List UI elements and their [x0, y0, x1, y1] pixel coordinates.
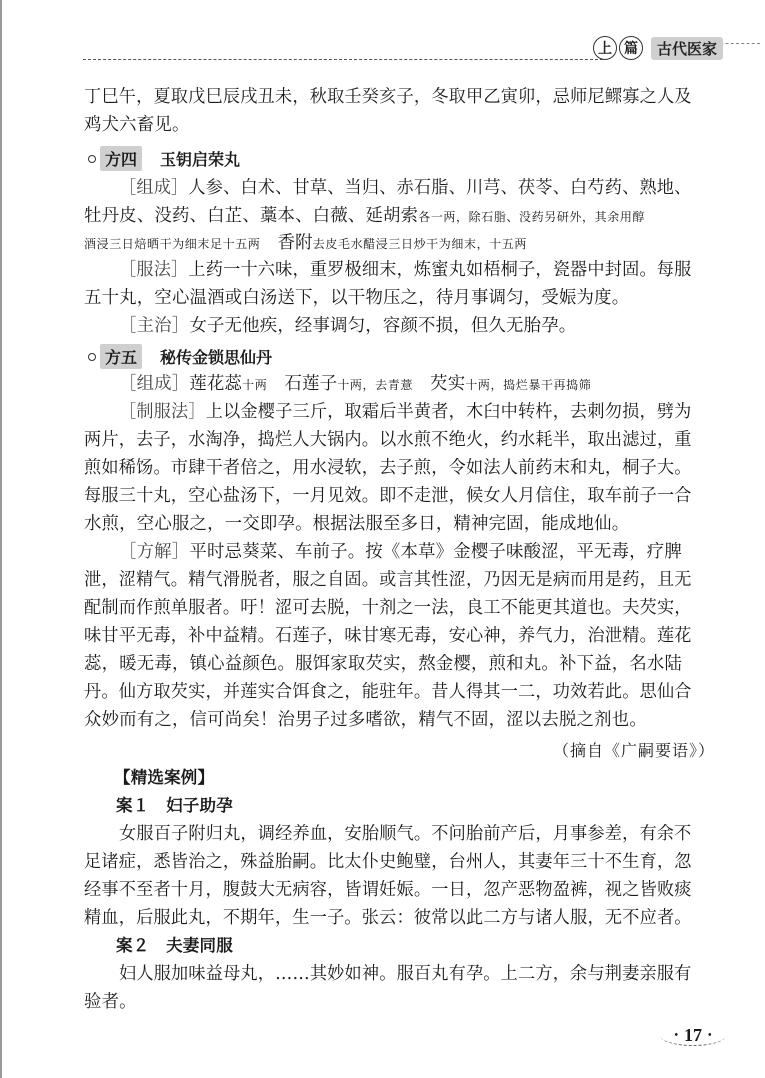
composition-line — [84, 205, 645, 228]
explain-line: 配制而作煎单服者。吁！涩可去脱，十剂之一法，良工不能更其道也。夫芡实， — [84, 598, 692, 618]
dot-icon: • — [708, 1029, 712, 1041]
case-line: 妇人服加味益母丸，……其妙如神。服百丸有孕。上二方，余与荆妻亲服有 — [119, 964, 692, 984]
case-line: 女服百子附归丸，调经养血，安胎顺气。不问胎前产后，月事参差，有余不 — [119, 824, 692, 844]
header-rule — [83, 59, 603, 60]
bullet-circle-icon — [88, 353, 96, 361]
section-label: ［制服法］ — [119, 402, 206, 422]
text: 人参、白术、甘草、当归、赤石脂、川芎、茯苓、白芍药、熟地、 — [188, 178, 692, 198]
composition-line — [119, 373, 591, 396]
section-label: ［组成］ — [119, 374, 190, 394]
prescription-name: 玉钥启荣丸 — [160, 150, 241, 169]
explain-line — [119, 541, 682, 563]
explain-line: 丹。仙方取芡实，并莲实合饵食之，能驻年。昔人得其一二，功效若此。思仙合 — [84, 682, 692, 702]
explain-line: 众妙而有之，信可尚矣！治男子过多嗜欲，精气不固，涩以去脱之剂也。 — [84, 710, 647, 730]
page-number: 17 — [684, 1024, 702, 1045]
text: 石莲子 — [284, 374, 338, 394]
prep-line: 水煎，空心服之，一交即孕。根据法服至多日，精神完固，能成地仙。 — [84, 514, 630, 534]
usage-line — [119, 259, 692, 281]
composition-line — [84, 232, 527, 255]
text: 芡实 — [430, 374, 466, 394]
prep-line: 两片，去子，水淘净，捣烂人大锅内。以水煎不绝火，约水耗半，取出滤过，重 — [84, 430, 692, 450]
composition-line — [119, 177, 692, 199]
prescription-heading — [88, 146, 240, 171]
prep-line: 煎如稀饧。市肆干者倍之，用水浸软，去子煎，令如法人前药末和丸，桐子大。 — [84, 458, 692, 478]
body-line: 丁巳午，夏取戊巳辰戌丑未，秋取壬癸亥子，冬取甲乙寅卯，忌师尼鳏寡之人及 — [84, 87, 692, 107]
text: 莲花蕊 — [189, 374, 243, 394]
text: 香附 — [277, 233, 313, 253]
explain-line: 蕊，暖无毒，镇心益颜色。服饵家取芡实，熬金樱，煎和丸。补下益，名水陆 — [84, 654, 683, 674]
body-line: 鸡犬六畜见。 — [84, 115, 190, 135]
annotation: 去皮毛水醋浸三日炒干为细末，十五两 — [312, 237, 527, 251]
explain-line: 泄，涩精气。精气滑脱者，服之自固。或言其性涩，乃因无是病而用是药，且无 — [84, 570, 692, 590]
text: 上以金樱子三斤，取霜后半黄者，木臼中转杵，去刺勿损，劈为 — [205, 402, 692, 422]
indication-line — [119, 315, 576, 337]
part-char-2: 篇 — [619, 36, 643, 60]
section-label: ［方解］ — [119, 542, 190, 562]
prescription-heading — [88, 344, 272, 369]
section-label: ［主治］ — [119, 316, 190, 336]
annotation: 酒浸三日焙晒干为细末足十五两 — [84, 237, 261, 251]
text: 平时忌葵菜、车前子。按《本草》金樱子味酸涩，平无毒，疗脾 — [189, 542, 682, 562]
text: 牡丹皮、没药、白芷、藁本、白薇、延胡索 — [84, 206, 419, 226]
annotation: 各一两，除石脂、没药另研外，其余用醇 — [418, 210, 646, 224]
bullet-circle-icon — [88, 155, 96, 163]
case-line: 验者。 — [84, 992, 137, 1012]
prescription-tag: 方五 — [100, 344, 142, 369]
text: 上药一十六味，重罗极细末，炼蜜丸如梧桐子，瓷器中封固。每服 — [188, 260, 692, 280]
section-label: ［服法］ — [119, 260, 189, 280]
case-title: 案２ 夫妻同服 — [116, 936, 233, 955]
text: 女子无他疾，经事调匀，容颜不损，但久无胎孕。 — [189, 316, 577, 336]
prep-line — [119, 401, 692, 423]
section-heading: 【精选案例】 — [114, 768, 215, 787]
annotation: 十两，捣烂暴干再捣筛 — [465, 378, 592, 392]
prescription-name: 秘传金锁思仙丹 — [160, 348, 273, 367]
case-line: 精血，后服此丸，不期年，生一子。张云：彼常以此二方与诸人服，无不应者。 — [84, 908, 692, 928]
chapter-title: 古代医家 — [651, 37, 723, 60]
prescription-tag: 方四 — [100, 146, 142, 171]
prep-line: 每服三十丸，空心盐汤下，一月见效。即不走泄，候女人月信住，取车前子一合 — [84, 486, 692, 506]
source-citation: （摘自《广嗣要语》） — [552, 741, 715, 760]
annotation: 十两，去青薏 — [337, 378, 413, 392]
case-line: 足诸症，悉皆治之，殊益胎嗣。比太仆史鲍璧，台州人，其妻年三十不生育，忽 — [84, 852, 692, 872]
annotation: 十两 — [242, 378, 268, 392]
running-head — [593, 35, 723, 61]
explain-line: 味甘平无毒，补中益精。石莲子，味甘寒无毒，安心神，养气力，治泄精。莲花 — [84, 626, 692, 646]
case-title: 案１ 妇子助孕 — [116, 796, 233, 815]
usage-line: 五十丸，空心温酒或白汤送下，以干物压之，待月事调匀，受娠为度。 — [84, 288, 630, 308]
scan-edge — [0, 0, 2, 1078]
part-char-1: 上 — [593, 36, 617, 60]
dot-icon: • — [674, 1029, 678, 1041]
section-label: ［组成］ — [119, 178, 189, 198]
page-number-badge — [660, 1025, 726, 1046]
case-line: 经事不至者十月，腹鼓大无病容，皆谓妊娠。一日，忽产恶物盈裤，视之皆败痰 — [84, 880, 692, 900]
